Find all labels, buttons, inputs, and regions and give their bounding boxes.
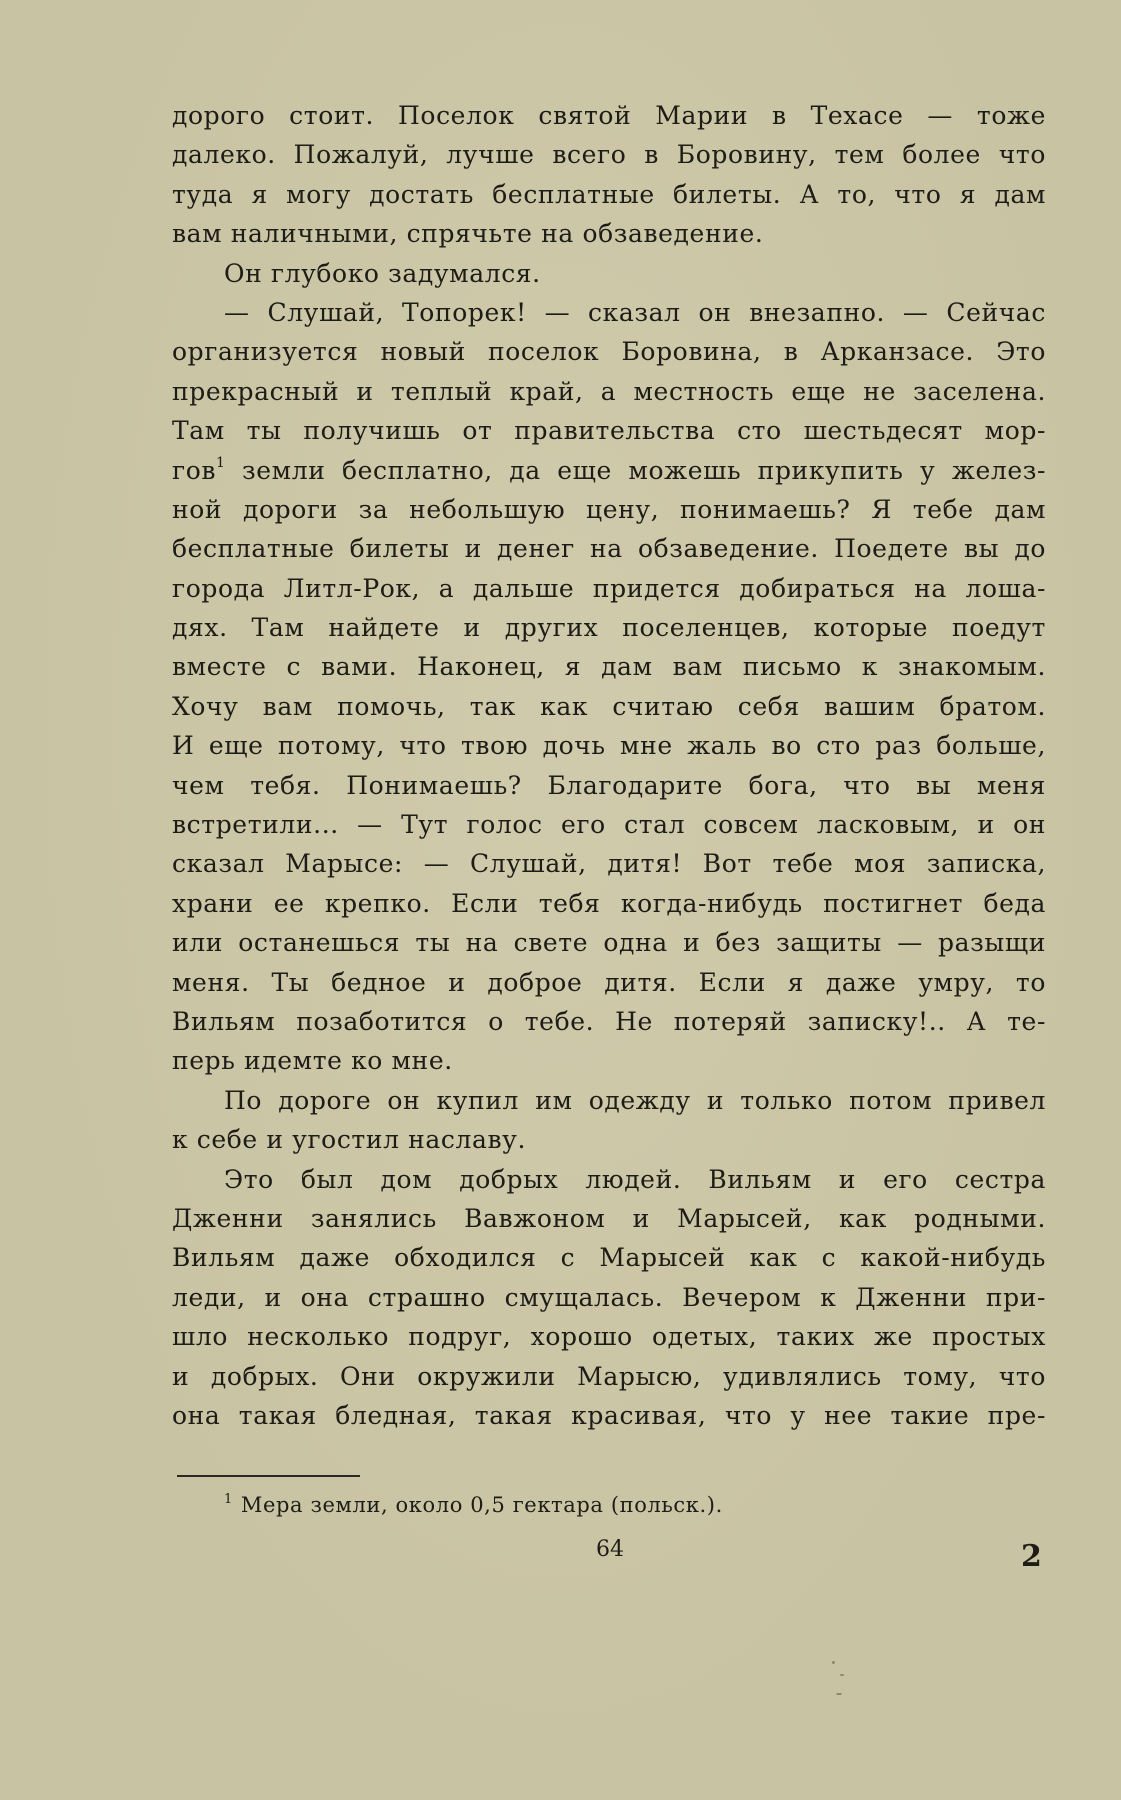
text-line-content: храни ее крепко. Если тебя когда-нибудь постигнет беда — [172, 888, 1046, 918]
text-line-content: земли бесплатно, да еще можешь прикупить у желез- — [225, 455, 1046, 485]
text-line — [172, 1396, 1046, 1435]
text-line — [172, 647, 1046, 686]
text-line — [172, 490, 1046, 529]
text-line — [172, 884, 1046, 923]
text-line-content: или останешься ты на свете одна и без защиты — разыщи — [172, 928, 1046, 958]
text-line — [172, 96, 1046, 135]
text-line-content: туда я могу достать бесплатные билеты. А то, что я дам — [172, 179, 1046, 209]
footnote-reference: 1 — [216, 454, 226, 471]
text-line-content: Там ты получишь от правительства сто шестьдесят мор- — [172, 416, 1046, 446]
text-line — [172, 766, 1046, 805]
text-line — [172, 844, 1046, 883]
text-line-content: она такая бледная, такая красивая, что у нее такие пре- — [172, 1400, 1046, 1430]
text-line — [172, 687, 1046, 726]
text-line-content: дях. Там найдете и других поселенцев, которые поедут — [172, 613, 1046, 643]
print-speck — [832, 1661, 835, 1664]
text-line-content: сказал Марысе: — Слушай, дитя! Вот тебе моя записка, — [172, 849, 1046, 879]
page-number: 64 — [596, 1537, 624, 1562]
text-line-content: Это был дом добрых людей. Вильям и его сестра — [224, 1164, 1046, 1194]
text-line-content: встретили... — Тут голос его стал совсем ласковым, и он — [172, 810, 1046, 840]
text-line-content: вам наличными, спрячьте на обзаведение. — [172, 219, 764, 249]
text-line — [172, 923, 1046, 962]
text-line-content: Вильям даже обходился с Марысей как с какой-нибудь — [172, 1243, 1046, 1273]
signature-mark: 2 — [1021, 1539, 1042, 1574]
text-line-content: перь идемте ко мне. — [172, 1046, 453, 1076]
text-line — [172, 332, 1046, 371]
text-line — [172, 254, 1046, 293]
text-line-content: далеко. Пожалуй, лучше всего в Боровину, тем более что — [172, 140, 1046, 170]
footnote-divider — [177, 1475, 360, 1477]
print-speck — [840, 1674, 844, 1676]
text-line-content: леди, и она страшно смущалась. Вечером к Дженни при- — [172, 1282, 1046, 1312]
text-line-content: По дороге он купил им одежду и только потом привел — [224, 1085, 1046, 1115]
text-line — [172, 1278, 1046, 1317]
text-line — [172, 1041, 1046, 1080]
text-line — [172, 1317, 1046, 1356]
text-line — [172, 529, 1046, 568]
text-line-content: чем тебя. Понимаешь? Благодарите бога, что вы меня — [172, 770, 1046, 800]
text-line — [172, 372, 1046, 411]
text-line-content: и добрых. Они окружили Марысю, удивлялись тому, что — [172, 1361, 1046, 1391]
text-line — [172, 805, 1046, 844]
text-line-content: к себе и угостил наславу. — [172, 1125, 527, 1155]
text-line-content: И еще потому, что твою дочь мне жаль во сто раз больше, — [172, 731, 1046, 761]
text-line-content: организуется новый поселок Боровина, в Арканзасе. Это — [172, 337, 1046, 367]
text-line-content: шло несколько подруг, хорошо одетых, таких же простых — [172, 1322, 1046, 1352]
text-line — [172, 293, 1046, 332]
print-speck — [836, 1693, 842, 1695]
text-line — [172, 175, 1046, 214]
text-line — [172, 135, 1046, 174]
text-line — [172, 569, 1046, 608]
text-line-content: меня. Ты бедное и доброе дитя. Если я даже умру, то — [172, 967, 1046, 997]
text-line — [172, 1120, 1046, 1159]
text-line-content: гов — [172, 455, 217, 485]
text-line-content: вместе с вами. Наконец, я дам вам письмо к знакомым. — [172, 652, 1046, 682]
text-line — [172, 608, 1046, 647]
text-line-content: Вильям позаботится о тебе. Не потеряй записку!.. А те- — [172, 1006, 1046, 1036]
text-line-content: бесплатные билеты и денег на обзаведение. Поедете вы до — [172, 534, 1046, 564]
text-line-content: прекрасный и теплый край, а местность еще не заселена. — [172, 376, 1046, 406]
text-line-content: города Литл-Рок, а дальше придется добираться на лоша- — [172, 573, 1046, 603]
text-line — [172, 1199, 1046, 1238]
text-line — [172, 1081, 1046, 1120]
text-line — [172, 214, 1046, 253]
text-line-content: Он глубоко задумался. — [224, 258, 541, 288]
text-line — [172, 1357, 1046, 1396]
footnote — [224, 1487, 723, 1523]
text-line — [172, 1238, 1046, 1277]
text-line-content: ной дороги за небольшую цену, понимаешь? Я тебе дам — [172, 494, 1046, 524]
footnote-text: Мера земли, около 0,5 гектара (польск.). — [240, 1493, 723, 1517]
body-text — [172, 96, 1046, 1435]
text-line-content: дорого стоит. Поселок святой Марии в Техасе — тоже — [172, 101, 1046, 130]
text-line-content: — Слушай, Топорек! — сказал он внезапно. — Сейчас — [224, 297, 1046, 327]
text-line — [172, 411, 1046, 450]
text-line — [172, 1002, 1046, 1041]
text-line-content: Дженни занялись Вавжоном и Марысей, как родными. — [172, 1203, 1046, 1233]
text-line — [172, 1160, 1046, 1199]
text-line — [172, 963, 1046, 1002]
footnote-mark: 1 — [224, 1492, 233, 1507]
text-line — [172, 451, 1046, 490]
text-line — [172, 726, 1046, 765]
text-line-content: Хочу вам помочь, так как считаю себя вашим братом. — [172, 691, 1046, 721]
